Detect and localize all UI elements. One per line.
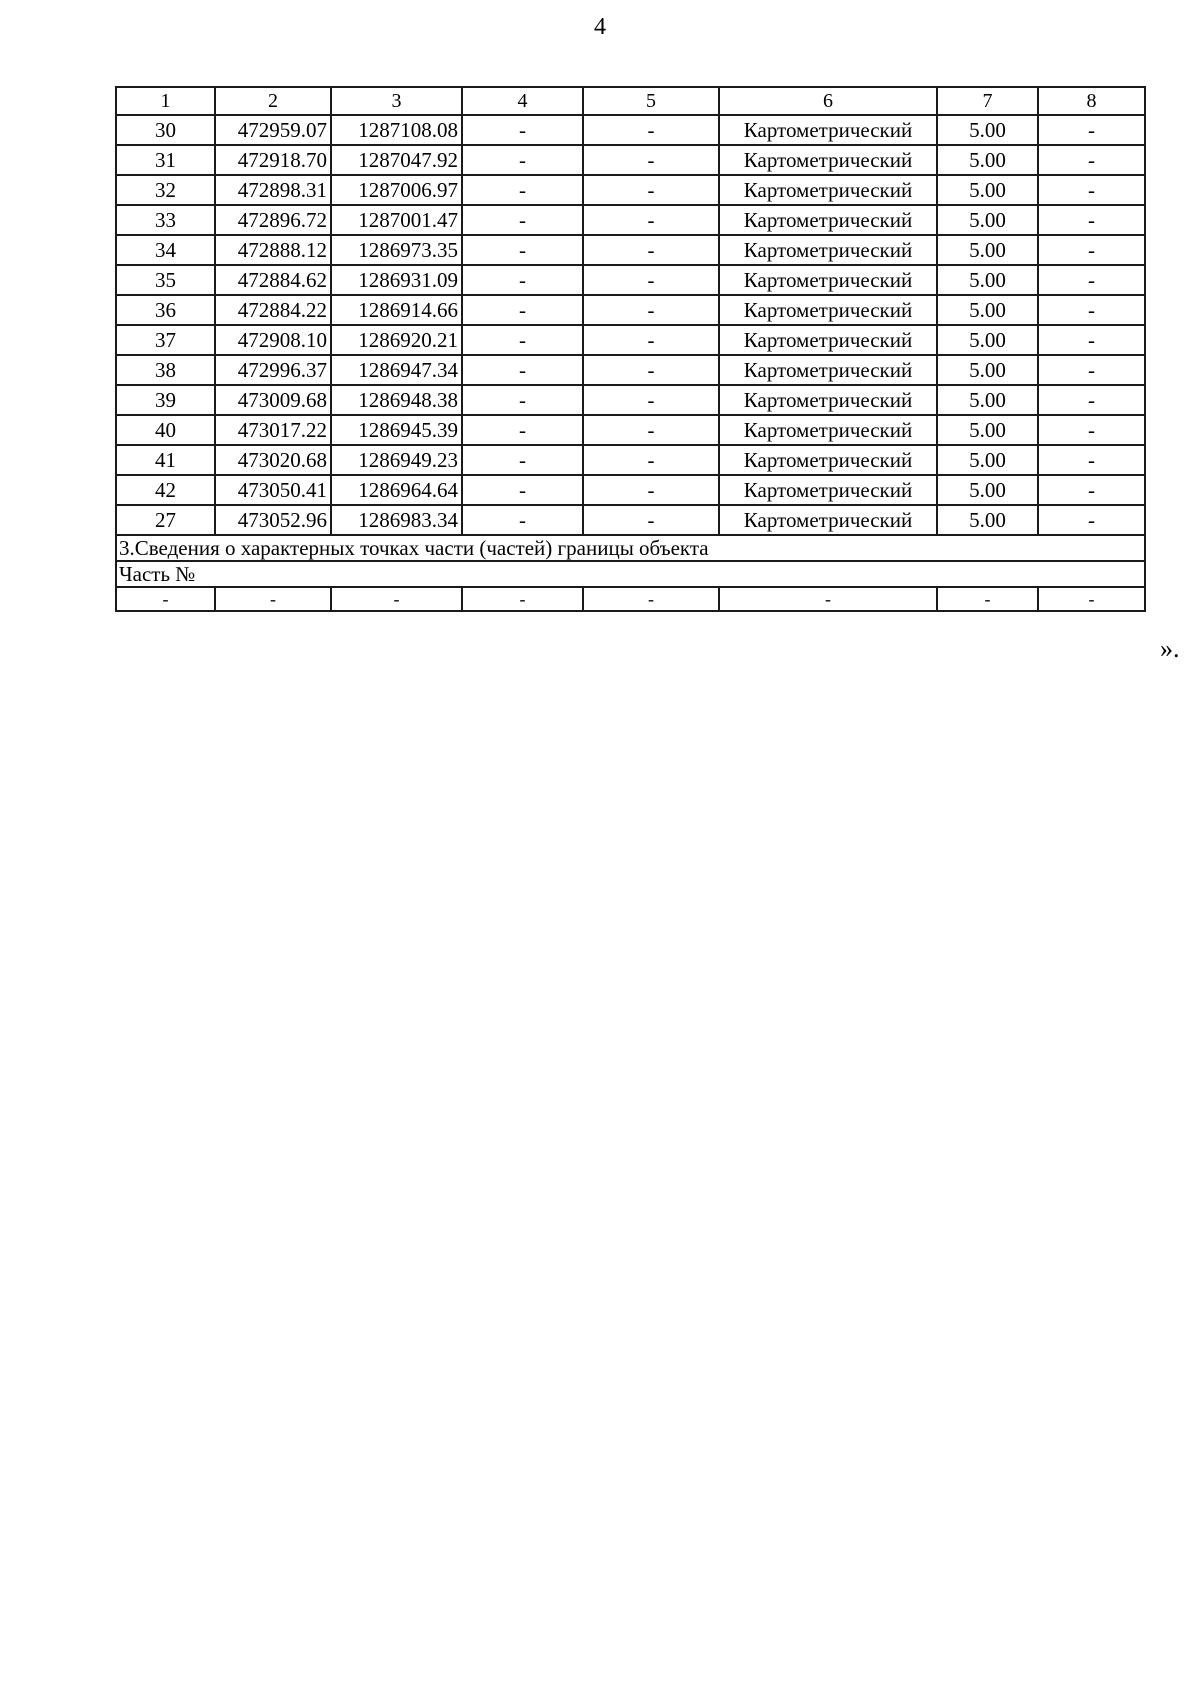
table-cell: - [1038,145,1145,175]
column-header: 3 [331,87,462,115]
table-cell: 5.00 [937,445,1038,475]
table-cell: 39 [116,385,215,415]
table-row [116,505,1145,535]
table-cell: - [1038,265,1145,295]
table-cell: - [1038,385,1145,415]
table-cell: - [215,587,331,611]
table-cell: - [462,115,583,145]
table-cell: - [462,265,583,295]
table-row [116,205,1145,235]
table-row [116,445,1145,475]
table-row [116,115,1145,145]
table-cell: - [462,295,583,325]
table-cell: 1286914.66 [331,295,462,325]
column-header: 5 [583,87,719,115]
table-cell: 472898.31 [215,175,331,205]
table-row [116,235,1145,265]
table-cell: - [583,475,719,505]
table-cell: 473052.96 [215,505,331,535]
table-cell: 5.00 [937,475,1038,505]
table-row [116,265,1145,295]
table-cell: - [583,505,719,535]
table-cell: 472884.22 [215,295,331,325]
table-cell: 5.00 [937,295,1038,325]
table-cell: 472918.70 [215,145,331,175]
table-cell: Картометрический [719,115,937,145]
table-cell: 38 [116,355,215,385]
table-cell: 5.00 [937,205,1038,235]
table-row [116,475,1145,505]
table-cell: - [937,587,1038,611]
table-cell: - [583,175,719,205]
table-cell: 473020.68 [215,445,331,475]
table-cell: 30 [116,115,215,145]
table-cell: - [462,505,583,535]
table-cell: - [331,587,462,611]
table-cell: 473009.68 [215,385,331,415]
table-cell: - [583,587,719,611]
table-cell: - [583,265,719,295]
table-cell: - [583,235,719,265]
table-cell: 1286949.23 [331,445,462,475]
column-header-row [116,87,1145,115]
table-cell: - [462,475,583,505]
column-header: 1 [116,87,215,115]
table-cell: 33 [116,205,215,235]
table-cell: - [462,415,583,445]
table-cell: 5.00 [937,415,1038,445]
table-cell: 40 [116,415,215,445]
table-cell: - [583,325,719,355]
table-cell: 1286964.64 [331,475,462,505]
table-body [116,87,1145,611]
table-cell: Картометрический [719,235,937,265]
table-cell: 1287001.47 [331,205,462,235]
table-cell: 5.00 [937,355,1038,385]
table-cell: 1286973.35 [331,235,462,265]
table-cell: - [462,355,583,385]
table-cell: Картометрический [719,265,937,295]
table-cell: 472996.37 [215,355,331,385]
table-row [116,295,1145,325]
table-cell: Картометрический [719,505,937,535]
table-cell: - [583,415,719,445]
table-cell: - [462,145,583,175]
table-cell: - [1038,235,1145,265]
table-cell: - [1038,325,1145,355]
table-cell: - [1038,355,1145,385]
section-title-row [116,535,1145,561]
table-cell: - [719,587,937,611]
part-label: Часть № [116,561,1145,587]
table-row [116,145,1145,175]
column-header: 4 [462,87,583,115]
table-cell: Картометрический [719,355,937,385]
table-cell: 5.00 [937,385,1038,415]
table-row [116,175,1145,205]
table-cell: - [583,115,719,145]
table-cell: 34 [116,235,215,265]
table-cell: - [462,235,583,265]
column-header: 7 [937,87,1038,115]
table-cell: - [462,445,583,475]
part-label-row [116,561,1145,587]
table-cell: 5.00 [937,505,1038,535]
table-cell: - [583,205,719,235]
table-cell: 473050.41 [215,475,331,505]
table-cell: 5.00 [937,145,1038,175]
table-cell: 5.00 [937,325,1038,355]
table-cell: 472896.72 [215,205,331,235]
table-cell: - [116,587,215,611]
table-cell: - [1038,175,1145,205]
table-cell: - [1038,115,1145,145]
table-cell: Картометрический [719,475,937,505]
table-cell: 5.00 [937,265,1038,295]
table-cell: 472959.07 [215,115,331,145]
table-cell: 35 [116,265,215,295]
table-cell: Картометрический [719,175,937,205]
table-cell: - [583,355,719,385]
column-header: 2 [215,87,331,115]
table-cell: - [1038,205,1145,235]
table-cell: 472908.10 [215,325,331,355]
table-cell: - [462,587,583,611]
column-header: 8 [1038,87,1145,115]
table-cell: 27 [116,505,215,535]
table-cell: 5.00 [937,115,1038,145]
page-number: 4 [594,14,606,40]
table-row [116,385,1145,415]
table-cell: - [1038,415,1145,445]
empty-part-row [116,587,1145,611]
coordinates-table [115,86,1146,612]
closing-quote-mark: ». [1160,634,1180,663]
table-cell: Картометрический [719,145,937,175]
table-cell: 32 [116,175,215,205]
table-cell: 1286948.38 [331,385,462,415]
column-header: 6 [719,87,937,115]
table-cell: 1287108.08 [331,115,462,145]
table-cell: - [462,385,583,415]
table-cell: 36 [116,295,215,325]
table-cell: Картометрический [719,385,937,415]
table-cell: - [583,145,719,175]
table-cell: - [1038,445,1145,475]
table-cell: - [583,385,719,415]
table-row [116,355,1145,385]
table-cell: 42 [116,475,215,505]
table-cell: - [1038,505,1145,535]
table-cell: 41 [116,445,215,475]
table-cell: 1286931.09 [331,265,462,295]
table-cell: Картометрический [719,325,937,355]
section-title: 3.Сведения о характерных точках части (частей) границы объекта [116,535,1145,561]
table-cell: - [462,325,583,355]
table-cell: - [1038,475,1145,505]
table-cell: 1287047.92 [331,145,462,175]
table-cell: 472884.62 [215,265,331,295]
table-cell: 31 [116,145,215,175]
table-cell: Картометрический [719,415,937,445]
table-cell: - [583,445,719,475]
table-cell: 1286983.34 [331,505,462,535]
table-cell: 1286920.21 [331,325,462,355]
table-cell: - [1038,587,1145,611]
table-cell: - [583,295,719,325]
table-cell: 5.00 [937,235,1038,265]
table-row [116,415,1145,445]
table-cell: 5.00 [937,175,1038,205]
table-cell: 1286947.34 [331,355,462,385]
table-cell: 1287006.97 [331,175,462,205]
table-cell: 1286945.39 [331,415,462,445]
table-row [116,325,1145,355]
table-cell: 37 [116,325,215,355]
table-cell: - [1038,295,1145,325]
table-cell: 472888.12 [215,235,331,265]
table-cell: Картометрический [719,445,937,475]
table-cell: - [462,175,583,205]
table-cell: 473017.22 [215,415,331,445]
table-cell: - [462,205,583,235]
table-cell: Картометрический [719,205,937,235]
table-cell: Картометрический [719,295,937,325]
